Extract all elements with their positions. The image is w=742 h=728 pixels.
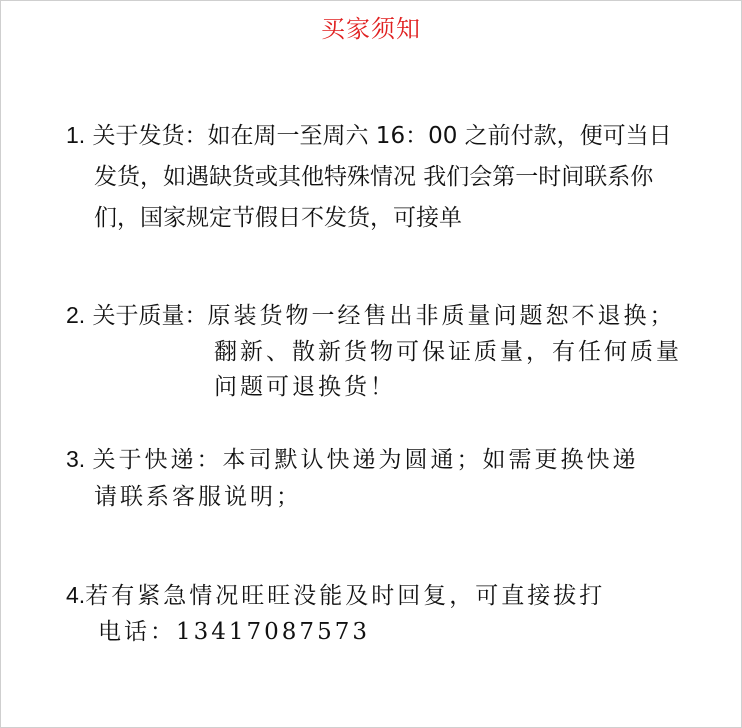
item-number: 2. <box>66 302 86 328</box>
page-title: 买家须知 <box>321 15 421 43</box>
item-3-line-2: 请联系客服说明； <box>94 484 302 510</box>
item-number: 4. <box>66 582 86 608</box>
item-4-line-2: 电话：13417087573 <box>98 619 370 645</box>
item-number: 1. <box>66 122 86 148</box>
item-2-line-2: 翻新、散新货物可保证质量，有任何质量 <box>214 339 682 365</box>
item-heading: 关于质量： <box>92 303 208 329</box>
item-2-first-line <box>66 300 676 331</box>
item-heading: 关于快递： <box>92 447 223 473</box>
item-text: 本司默认快递为圆通；如需更换快递 <box>222 447 639 473</box>
item-1-first-line <box>66 120 672 151</box>
item-text: 若有紧急情况旺旺没能及时回复，可直接拔打 <box>85 583 606 609</box>
item-4-first-line <box>66 580 605 611</box>
item-number: 3. <box>66 446 86 472</box>
item-3-first-line <box>66 444 639 475</box>
item-text: 如在周一至周六 16：00 之前付款，便可当日 <box>207 123 672 149</box>
item-2-line-3: 问题可退换货！ <box>214 374 396 400</box>
item-heading: 关于发货： <box>92 123 208 149</box>
item-1-line-2: 发货，如遇缺货或其他特殊情况 我们会第一时间联系你 <box>94 164 654 190</box>
item-1-line-3: 们，国家规定节假日不发货，可接单 <box>94 205 462 231</box>
item-text: 原装货物一经售出非质量问题恕不退换； <box>207 303 676 329</box>
